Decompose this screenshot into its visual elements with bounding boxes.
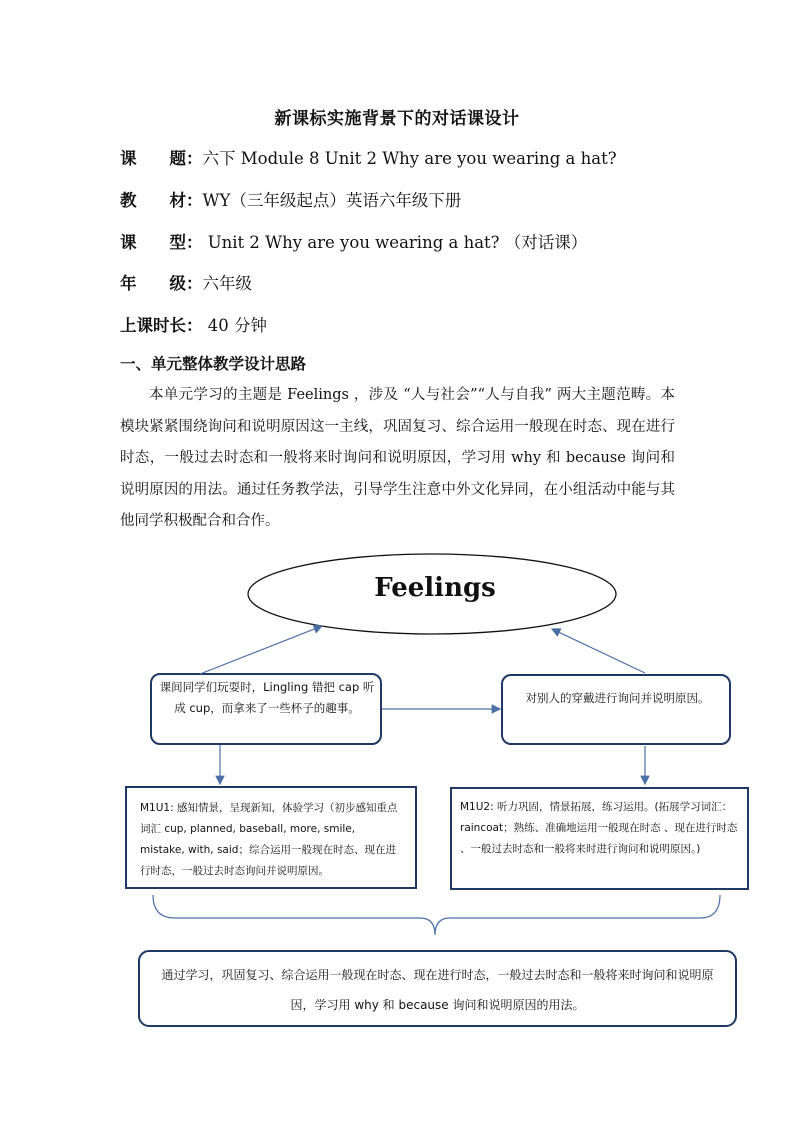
meta-grade-value: 六年级 <box>202 274 252 293</box>
meta-topic <box>120 148 617 170</box>
right-story-text: 对别人的穿戴进行询问并说明原因。 <box>525 691 710 705</box>
meta-duration-value: 40 分钟 <box>202 316 267 335</box>
document-title: 新课标实施背景下的对话课设计 <box>274 109 520 129</box>
meta-duration <box>120 315 267 337</box>
meta-grade-label: 年 级： <box>120 274 203 293</box>
meta-type <box>120 232 587 254</box>
meta-type-value: Unit 2 Why are you wearing a hat? （对话课） <box>202 233 588 252</box>
m1u2-text: M1U2: 听力巩固，情景拓展，练习运用。(拓展学习词汇：raincoat；熟练、准确地运用一般现在时态 、现在进行时态 、一般过去时态和一般将来时进行询问和说明原因。) <box>460 801 738 855</box>
summary-text: 通过学习，巩固复习、综合运用一般现在时态、现在进行时态，一般过去时态和一般将来时询问和说明原因，学习用 why 和 because 询问和说明原因的用法。 <box>161 968 714 1012</box>
body-paragraph: 本单元学习的主题是 Feelings ，涉及 “人与社会”“人与自我” 两大主题范畴。本模块紧紧围绕询问和说明原因这一主线，巩固复习、综合运用一般现在时态、现在进行时态，一般过去时态和一般将来时询问和说明原因，学习用 why 和 because 询问和说明原因的用法。通过任务教学法，引导学生注意中外文化异同，在小组活动中能与其他同学积极配合和合作。 <box>120 387 675 529</box>
meta-textbook <box>120 190 461 212</box>
meta-duration-label: 上课时长： <box>120 316 203 335</box>
arrow-right-to-feelings <box>552 629 645 673</box>
arrow-left-to-feelings <box>200 626 322 674</box>
m1u1-text: M1U1: 感知情景，呈现新知，体验学习（初步感知重点词汇 cup, planned, baseball, more, smile, mistake, with, said；综合运用一般现在时态、现在进行时态，一般过去时态询问并说明原因。 <box>140 802 398 877</box>
feelings-label: Feelings <box>374 573 496 603</box>
meta-topic-label: 课 题： <box>120 149 203 168</box>
brace <box>153 895 720 935</box>
meta-textbook-label: 教 材： <box>120 191 203 210</box>
meta-textbook-value: WY（三年级起点）英语六年级下册 <box>202 191 462 210</box>
left-story-text: 课间同学们玩耍时，Lingling 错把 cap 听成 cup，而拿来了一些杯子的趣事。 <box>159 680 375 715</box>
meta-type-label: 课 型： <box>120 233 203 252</box>
section-heading: 一、单元整体教学设计思路 <box>120 354 307 373</box>
right-story-box <box>502 675 730 744</box>
meta-grade <box>120 273 252 295</box>
meta-topic-value: 六下 Module 8 Unit 2 Why are you wearing a hat? <box>202 149 617 168</box>
